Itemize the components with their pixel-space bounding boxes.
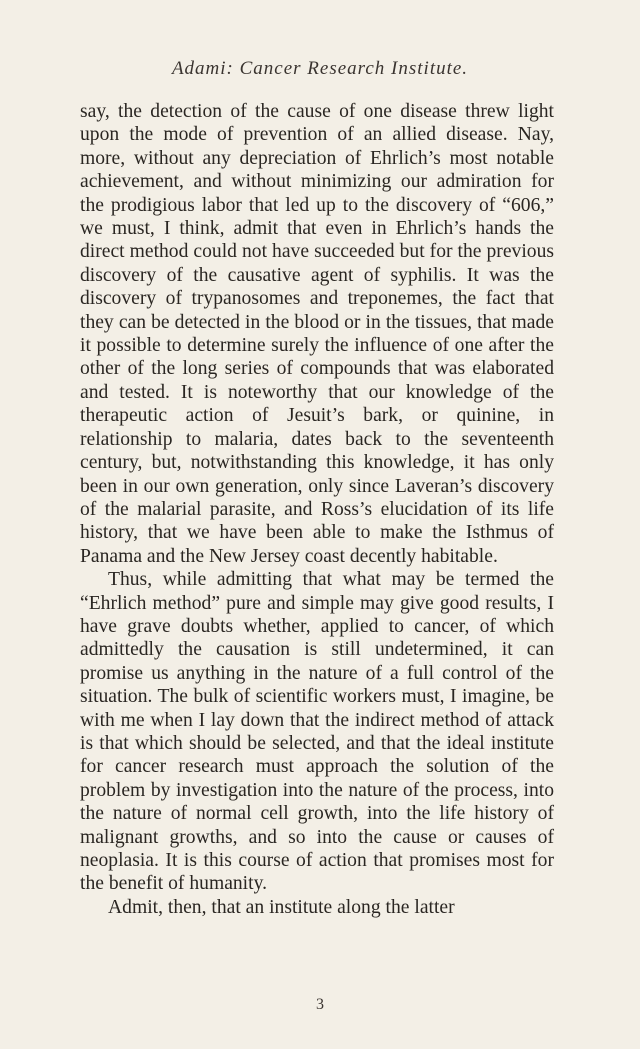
page-number: 3 [316,996,324,1013]
paragraph-1: say, the detection of the cause of one disease threw light upon the mode of prevention of an allied disease. Nay, more, without any depreciation of Ehrlich’s most notable achievement, and without minimizing our admiration for the prodigious labor that led up to the discovery of “606,” we must, I think, admit that even in Ehrlich’s hands the direct method could not have succeeded but for the previous discovery of the causative agent of syphilis. It was the discovery of trypanosomes and treponemes, the fact that they can be detected in the blood or in the tissues, that made it possible to determine surely the influence of one after the other of the long series of compounds that was elaborated and tested. It is noteworthy that our knowledge of the therapeutic action of Jesuit’s bark, or quinine, in relationship to malaria, dates back to the seventeenth century, but, notwithstanding this knowledge, it has only been in our own generation, only since Laveran’s discovery of the malarial parasite, and Ross’s elucidation of its life history, that we have been able to make the Isthmus of Panama and the New Jersey coast decently habitable. [80,101,554,567]
paragraph-3: Admit, then, that an institute along the latter [108,896,455,918]
body-text [80,100,554,919]
paragraph-2: Thus, while admitting that what may be termed the “Ehrlich method” pure and simple may give good results, I have grave doubts whether, applied to cancer, of which admittedly the causation is still undetermined, it can promise us anything in the nature of a full control of the situation. The bulk of scientific workers must, I imagine, be with me when I lay down that the indirect method of attack is that which should be selected, and that the ideal institute for cancer research must approach the solution of the problem by investigation into the nature of the process, into the nature of normal cell growth, into the life history of malignant growths, and so into the cause or causes of neoplasia. It is this course of action that promises most for the benefit of humanity. [80,569,554,895]
running-head: Adami: Cancer Research Institute. [171,58,469,79]
